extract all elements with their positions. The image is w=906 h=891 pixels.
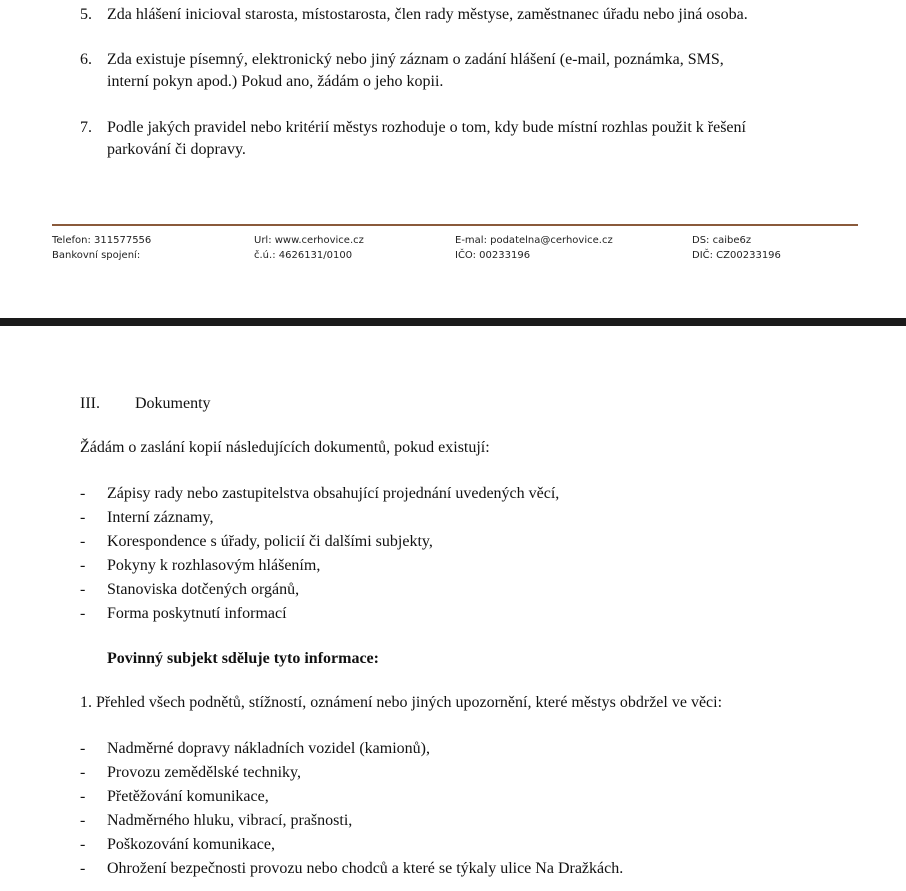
list-dash: -: [80, 788, 86, 805]
footer-email-column: [455, 233, 613, 263]
question-7-number: 7.: [80, 119, 92, 136]
footer-ds: DS: caibe6z: [692, 235, 752, 246]
footer-ico: IČO: 00233196: [455, 250, 531, 261]
footer-dic: DIČ: CZ00233196: [692, 250, 781, 261]
question-6-number: 6.: [80, 51, 92, 68]
point-1-text: 1. Přehled všech podnětů, stížností, oznámení nebo jiných upozornění, které městys obdržel ve věci:: [80, 694, 723, 711]
question-6-line-2: interní pokyn apod.) Pokud ano, žádám o jeho kopii.: [107, 73, 444, 90]
section-number: III.: [80, 395, 100, 412]
list-dash: -: [80, 485, 86, 502]
footer-ds-column: [692, 233, 781, 263]
list-item: Nadměrného hluku, vibrací, prašnosti,: [107, 812, 353, 829]
list-dash: -: [80, 740, 86, 757]
list-dash: -: [80, 533, 86, 550]
footer-email: E-mal: podatelna@cerhovice.cz: [455, 235, 613, 246]
list-item: Stanoviska dotčených orgánů,: [107, 581, 300, 598]
footer-phone: Telefon: 311577556: [52, 235, 152, 246]
obligation-heading: Povinný subjekt sděluje tyto informace:: [107, 650, 379, 667]
list-dash: -: [80, 860, 86, 877]
list-item: Zápisy rady nebo zastupitelstva obsahující projednání uvedených věcí,: [107, 485, 560, 502]
list-dash: -: [80, 581, 86, 598]
list-item: Nadměrné dopravy nákladních vozidel (kamionů),: [107, 740, 430, 757]
list-dash: -: [80, 509, 86, 526]
footer-divider: [52, 224, 858, 226]
list-item: Pokyny k rozhlasovým hlášením,: [107, 557, 321, 574]
question-6-line-1: Zda existuje písemný, elektronický nebo jiný záznam o zadání hlášení (e-mail, poznámka, SMS,: [107, 51, 724, 68]
list-dash: -: [80, 812, 86, 829]
list-dash: -: [80, 764, 86, 781]
list-dash: -: [80, 836, 86, 853]
question-7-line-2: parkování či dopravy.: [107, 141, 246, 158]
section-title: Dokumenty: [135, 395, 211, 412]
list-dash: -: [80, 605, 86, 622]
footer-web-column: [254, 233, 364, 263]
footer-account: č.ú.: 4626131/0100: [254, 250, 353, 261]
list-item: Forma poskytnutí informací: [107, 605, 287, 622]
footer-url: Url: www.cerhovice.cz: [254, 235, 364, 246]
documents-intro: Žádám o zaslání kopií následujících dokumentů, pokud existují:: [80, 439, 490, 456]
list-item: Přetěžování komunikace,: [107, 788, 269, 805]
page-separator: [0, 318, 906, 326]
question-5-number: 5.: [80, 6, 92, 23]
question-7-line-1: Podle jakých pravidel nebo kritérií městys rozhoduje o tom, kdy bude místní rozhlas použit k řešení: [107, 119, 746, 136]
list-dash: -: [80, 557, 86, 574]
list-item: Korespondence s úřady, policií či dalšími subjekty,: [107, 533, 433, 550]
question-5-text: Zda hlášení inicioval starosta, místostarosta, člen rady městyse, zaměstnanec úřadu nebo jiná osoba.: [107, 6, 748, 23]
list-item: Ohrožení bezpečnosti provozu nebo chodců a které se týkaly ulice Na Dražkách.: [107, 860, 624, 877]
footer-contact-column: [52, 233, 151, 263]
list-item: Poškozování komunikace,: [107, 836, 275, 853]
list-item: Interní záznamy,: [107, 509, 214, 526]
list-item: Provozu zemědělské techniky,: [107, 764, 302, 781]
footer-bank: Bankovní spojení:: [52, 250, 141, 261]
